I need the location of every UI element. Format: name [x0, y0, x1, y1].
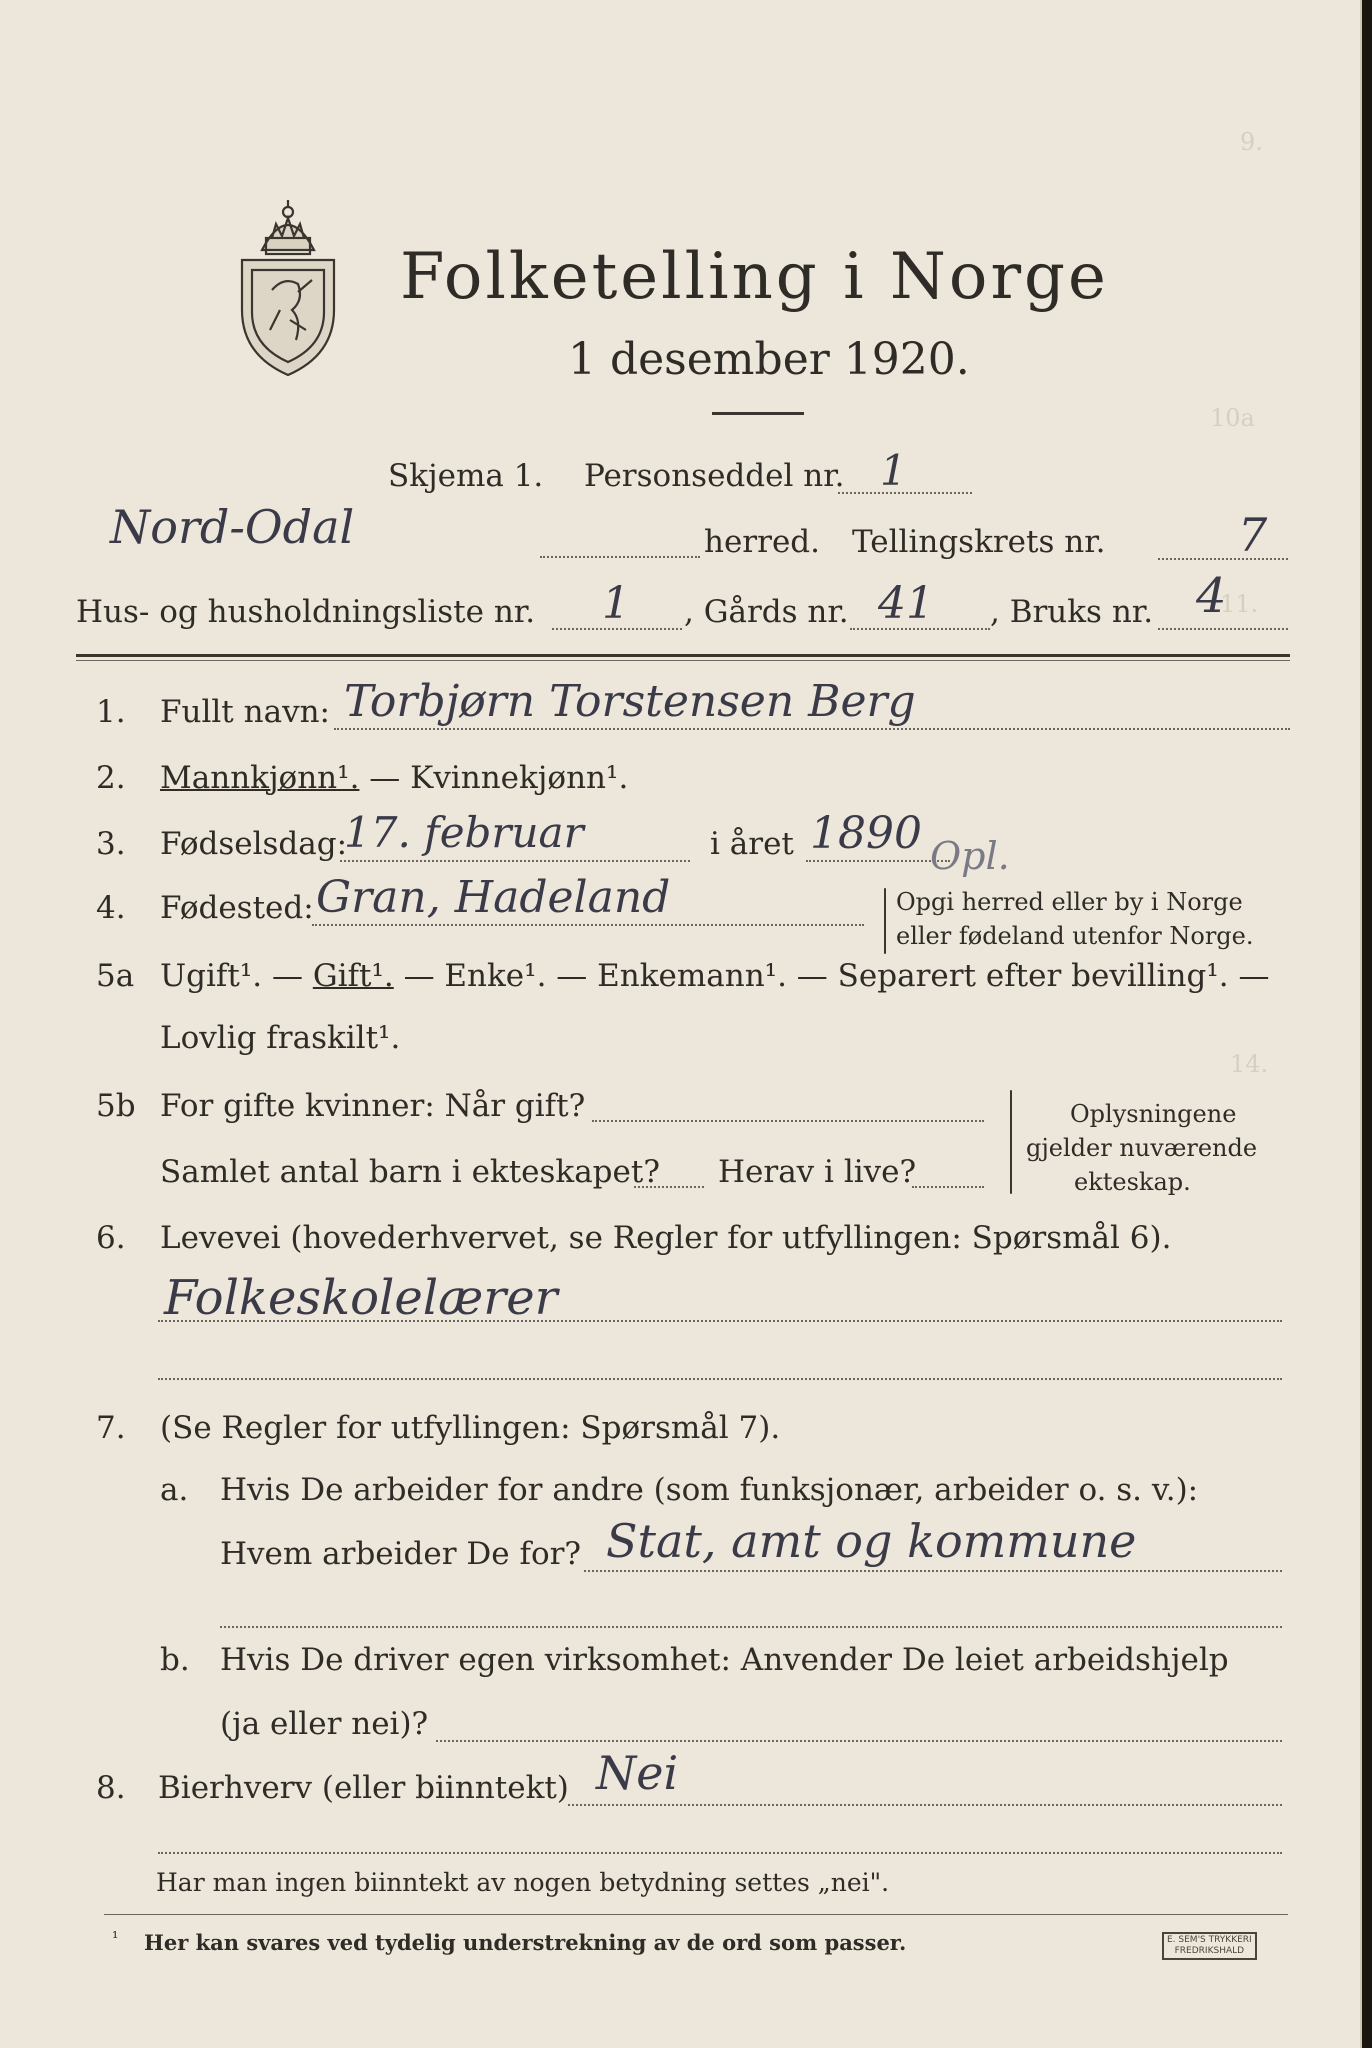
q5a-line2: Lovlig fraskilt¹. — [160, 1020, 401, 1056]
q7-label: (Se Regler for utfyllingen: Spørsmål 7). — [160, 1410, 781, 1446]
q7a-line2 — [220, 1626, 1282, 1628]
gards-label: , Gårds nr. — [684, 594, 849, 630]
form-date: 1 desember 1920. — [568, 334, 970, 385]
q7b-line — [436, 1740, 1282, 1742]
q4-number: 4. — [96, 890, 126, 926]
tellingskrets-value: 7 — [1238, 508, 1268, 562]
q5b-note-line1: Oplysningene — [1070, 1100, 1237, 1128]
section-rule — [76, 660, 1290, 661]
q4-value: Gran, Hadeland — [316, 872, 671, 923]
section-rule — [76, 654, 1290, 657]
q5b-brace — [1010, 1090, 1012, 1194]
q5b-label1: For gifte kvinner: Når gift? — [160, 1088, 586, 1124]
printer-stamp — [1162, 1932, 1257, 1960]
q7a-text: Hvis De arbeider for andre (som funksjonær, arbeider o. s. v.): — [220, 1472, 1199, 1508]
q7b-question: (ja eller nei)? — [220, 1706, 429, 1742]
husliste-label: Hus- og husholdningsliste nr. — [76, 594, 536, 630]
q6-label: Levevei (hovederhvervet, se Regler for utfyllingen: Spørsmål 6). — [160, 1220, 1172, 1256]
footnote-mark: ¹ — [112, 1928, 119, 1947]
q2-number: 2. — [96, 760, 126, 796]
q5b-number: 5b — [96, 1088, 136, 1124]
bleed-through-text: 9. — [1240, 128, 1263, 156]
q6-line1 — [158, 1320, 1282, 1322]
herred-value: Nord-Odal — [110, 500, 355, 554]
q5b-alive-line — [912, 1186, 984, 1188]
bleed-through-text: 10a — [1210, 404, 1255, 432]
q5b-label2: Samlet antal barn i ekteskapet? — [160, 1154, 660, 1190]
q5a-gift-option: Gift¹. — [312, 958, 394, 994]
bleed-through-text: 14. — [1230, 1050, 1269, 1078]
q4-hint-line2: eller fødeland utenfor Norge. — [896, 922, 1254, 950]
q5b-label3: Herav i live? — [718, 1154, 917, 1190]
q3-label: Fødselsdag: — [160, 826, 348, 862]
q6-number: 6. — [96, 1220, 126, 1256]
q3-year-line — [806, 860, 950, 862]
q4-brace — [884, 888, 886, 954]
footer-rule — [104, 1914, 1288, 1915]
q5b-married-line — [592, 1120, 984, 1122]
herred-label: herred. — [704, 524, 820, 560]
herred-line — [540, 556, 700, 558]
q1-value: Torbjørn Torstensen Berg — [344, 676, 916, 727]
q4-line — [312, 924, 864, 926]
norway-coat-of-arms-icon — [232, 180, 344, 380]
q5b-children-line — [634, 1186, 704, 1188]
schema-label: Skjema 1. — [388, 458, 544, 494]
q7b-number: b. — [160, 1642, 190, 1678]
bruks-value: 4 — [1196, 568, 1227, 624]
q8-value: Nei — [596, 1746, 679, 1800]
q5b-note-line3: ekteskap. — [1074, 1168, 1191, 1196]
q4-note: Opl. — [930, 834, 1010, 878]
q7a-number: a. — [160, 1472, 189, 1508]
husliste-value: 1 — [602, 578, 630, 629]
q1-line — [334, 728, 1290, 730]
q3-number: 3. — [96, 826, 126, 862]
q8-label: Bierhverv (eller biinntekt) — [158, 1770, 569, 1806]
q8-line2 — [158, 1852, 1282, 1854]
gards-value: 41 — [878, 578, 934, 629]
q3-year-value: 1890 — [810, 808, 922, 859]
q7a-value: Stat, amt og kommune — [606, 1514, 1137, 1568]
q4-hint-line1: Opgi herred eller by i Norge — [896, 888, 1243, 916]
personseddel-value: 1 — [880, 446, 907, 495]
tellingskrets-line — [1158, 558, 1288, 560]
q4-label: Fødested: — [160, 890, 314, 926]
q5a-ugift-option: Ugift¹. — [160, 958, 263, 994]
q8-number: 8. — [96, 1770, 126, 1806]
stamp-line2: FREDRIKSHALD — [1174, 1946, 1245, 1956]
footer-note: Har man ingen biinntekt av nogen betydning settes „nei". — [156, 1868, 890, 1897]
bruks-line — [1158, 628, 1288, 630]
q3-day-line — [340, 860, 690, 862]
q7-number: 7. — [96, 1410, 126, 1446]
q1-label: Fullt navn: — [160, 694, 330, 730]
q7a-line — [584, 1570, 1282, 1572]
personseddel-label: Personseddel nr. — [584, 458, 845, 494]
q8-line — [568, 1804, 1282, 1806]
q2-text: Mannkjønn¹. — Kvinnekjønn¹. — [160, 760, 629, 796]
q6-line2 — [158, 1378, 1282, 1380]
bleed-through-text: 11. — [1220, 590, 1259, 618]
q2-male-option: Mannkjønn¹. — [160, 760, 360, 796]
q7a-question: Hvem arbeider De for? — [220, 1536, 582, 1572]
title-rule — [712, 412, 804, 415]
q3-day-value: 17. februar — [344, 808, 584, 857]
q5b-note-line2: gjelder nuværende — [1026, 1134, 1258, 1162]
q7b-text: Hvis De driver egen virksomhet: Anvender De leiet arbeidshjelp — [220, 1642, 1229, 1678]
tellingskrets-label: Tellingskrets nr. — [852, 524, 1106, 560]
form-title: Folketelling i Norge — [400, 240, 1109, 314]
stamp-line1: E. SEM'S TRYKKERI — [1167, 1935, 1252, 1945]
bruks-label: , Bruks nr. — [990, 594, 1154, 630]
q3-year-label: i året — [710, 826, 794, 862]
q2-female-option: Kvinnekjønn¹. — [410, 760, 629, 796]
q5a-number: 5a — [96, 958, 135, 994]
footnote-text: Her kan svares ved tydelig understrekning av de ord som passer. — [144, 1930, 907, 1955]
q1-number: 1. — [96, 694, 126, 730]
q5a-text: Ugift¹. — Gift¹. — Enke¹. — Enkemann¹. — Separert efter bevilling¹. — — [160, 958, 1270, 994]
q6-value: Folkeskolelærer — [164, 1270, 558, 1326]
